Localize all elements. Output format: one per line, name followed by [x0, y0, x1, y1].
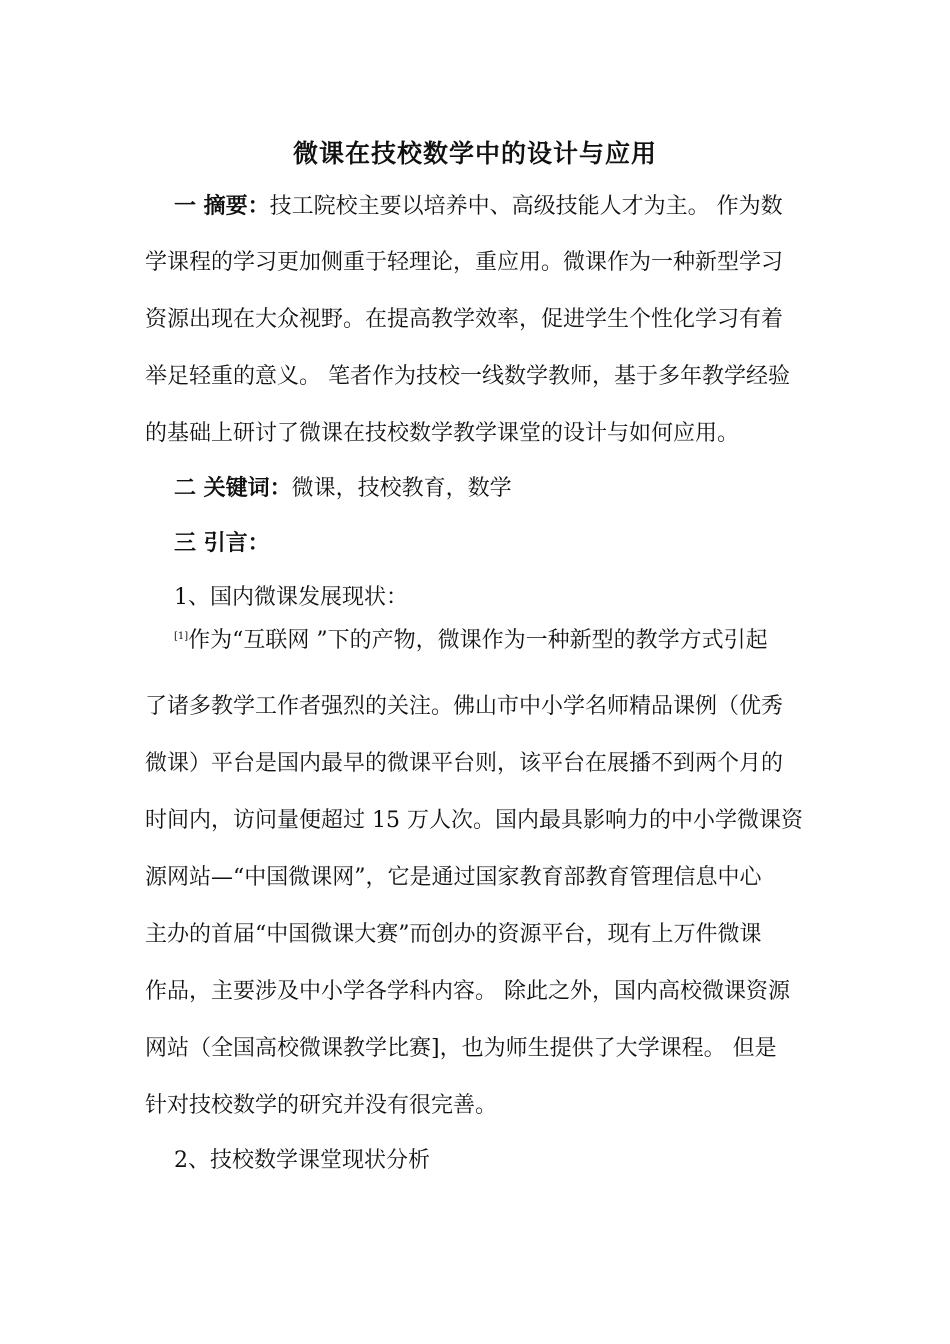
- section1-line-7: 作品，主要涉及中小学各学科内容。 除此之外，国内高校微课资源: [145, 979, 790, 1004]
- section1-first-line: 作为“互联网 ”下的产物，微课作为一种新型的教学方式引起: [188, 628, 768, 653]
- abstract-heading: 一 摘要：: [174, 194, 270, 219]
- section1-line-2: 了诸多教学工作者强烈的关注。佛山市中小学名师精品课例（优秀: [145, 694, 784, 719]
- page-title: 微课在技校数学中的设计与应用: [292, 139, 657, 168]
- abstract-line-4: 举足轻重的意义。 笔者作为技校一线数学教师，基于多年教学经验: [145, 364, 790, 389]
- keywords-line: [174, 474, 512, 504]
- section1-line-4: 时间内，访问量便超过 15 万人次。国内最具影响力的中小学微课资: [145, 808, 803, 833]
- keywords-heading: 二 关键词：: [174, 476, 292, 501]
- keywords-text: 微课，技校教育，数学: [291, 476, 512, 501]
- intro-heading: 三 引言：: [174, 531, 270, 556]
- section1-line-6: 主办的首届“中国微课大赛”而创办的资源平台，现有上万件微课: [145, 922, 762, 947]
- abstract-line-3: 资源出现在大众视野。在提高教学效率，促进学生个性化学习有着: [145, 307, 784, 332]
- abstract-line-5: 的基础上研讨了微课在技校数学教学课堂的设计与如何应用。: [145, 421, 740, 446]
- section1-line-5: 源网站—“中国微课网”，它是通过国家教育部教育管理信息中心: [145, 865, 762, 890]
- abstract-line-2: 学课程的学习更加侧重于轻理论，重应用。微课作为一种新型学习: [145, 250, 784, 275]
- section2-heading: 2、技校数学课堂现状分析: [174, 1148, 430, 1173]
- abstract-text: 技工院校主要以培养中、高级技能人才为主。 作为数: [269, 194, 783, 219]
- section1-line-9: 针对技校数学的研究并没有很完善。: [145, 1093, 498, 1118]
- reference-marker: [1]: [174, 631, 189, 642]
- section1-line-8: 网站（全国高校微课教学比赛]，也为师生提供了大学课程。 但是: [145, 1036, 777, 1061]
- section1-line-1: [174, 626, 768, 656]
- abstract-line-1: [174, 192, 783, 222]
- section1-heading: 1、国内微课发展现状：: [174, 585, 408, 610]
- section1-line-3: 微课）平台是国内最早的微课平台则，该平台在展播不到两个月的: [145, 751, 784, 776]
